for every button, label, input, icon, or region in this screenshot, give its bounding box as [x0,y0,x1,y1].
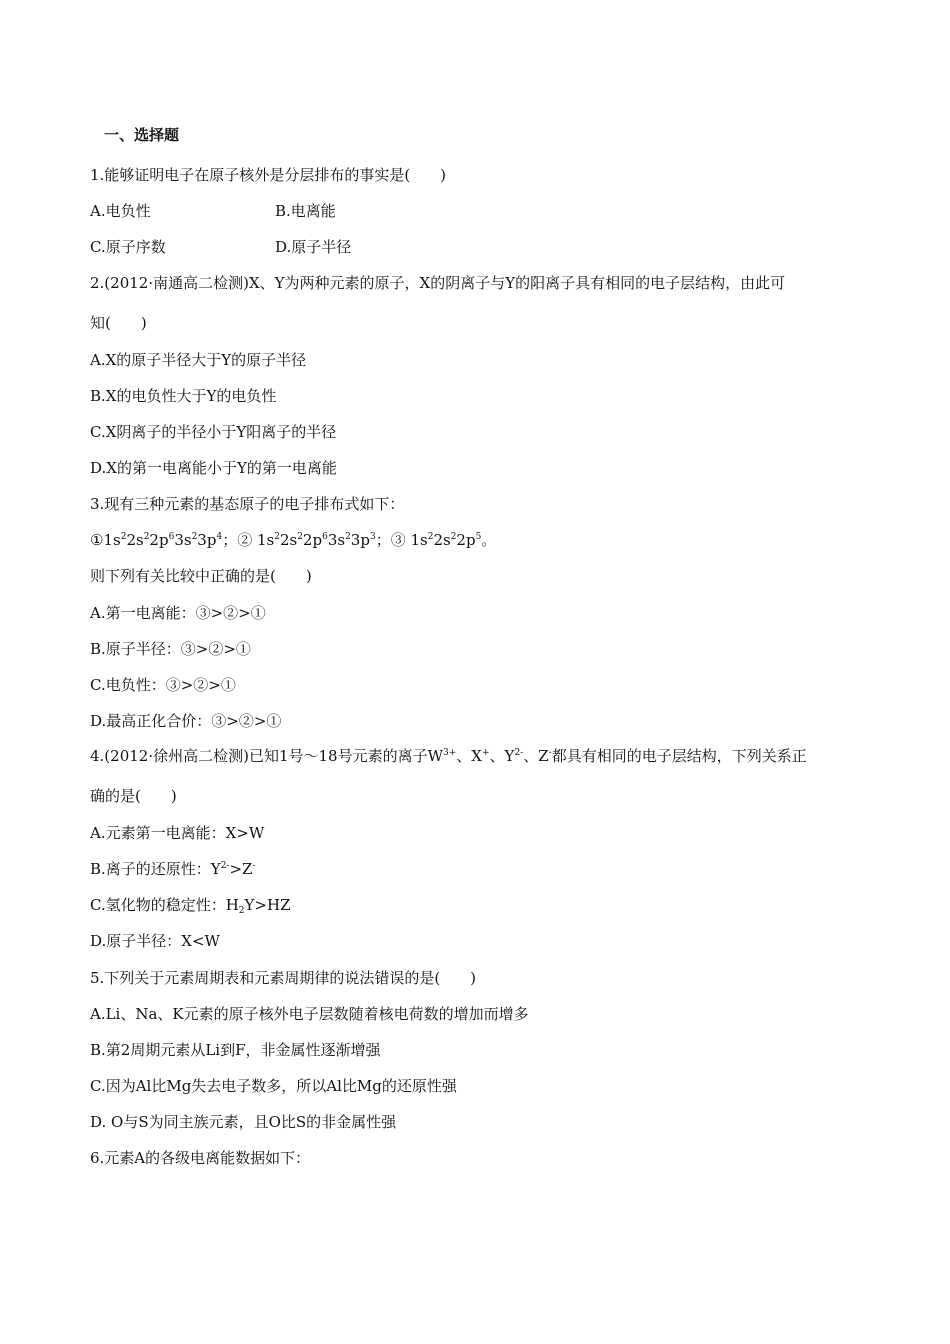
question-4-option-a: A.元素第一电离能：X>W [90,824,265,842]
question-4-stem-line-2: 确的是( ) [90,787,177,805]
question-3-option-d: D.最高正化合价：③>②>① [90,712,282,730]
question-4-option-c: C.氢化物的稳定性：$H_2Y>HZ$ [90,896,291,916]
question-2-option-d: D.X的第一电离能小于Y的第一电离能 [90,459,337,477]
section-title: 一、选择题 [104,126,180,144]
question-4-stem-line-1: 4.(2012·徐州高二检测)已知1号～18号元素的离子$W^{3+}$、X+、$Y^{2-}$、Z-都具有相同的电子层结构，下列关系正 [90,747,807,765]
question-1-option-d: D.原子半径 [275,238,352,256]
question-3-option-b: B.原子半径：③>②>① [90,640,251,658]
question-1-option-a: A.电负性 [90,202,151,220]
electron-configurations: $①1s^22s^22p^63s^23p^4$；② $1s^22s^22p^63s^23p^3$；③ $1s^22s^22p^5$。 [90,531,497,549]
question-6-stem: 6.元素A的各级电离能数据如下： [90,1149,311,1167]
question-2-option-a: A.X的原子半径大于Y的原子半径 [90,351,307,369]
question-4-option-d: D.原子半径：X<W [90,932,220,950]
question-2-option-b: B.X的电负性大于Y的电负性 [90,387,277,405]
question-5-option-c: C.因为Al比Mg失去电子数多，所以Al比Mg的还原性强 [90,1077,457,1095]
question-1-stem: 1.能够证明电子在原子核外是分层排布的事实是( ) [90,166,447,184]
question-1-option-c: C.原子序数 [90,238,166,256]
question-4-option-b: B.离子的还原性：$Y^{2-}>Z^-$ [90,860,256,878]
question-5-option-b: B.第2周期元素从Li到F，非金属性逐渐增强 [90,1041,381,1059]
question-3-stem-2: 则下列有关比较中正确的是( ) [90,567,312,585]
question-2-option-c: C.X阴离子的半径小于Y阳离子的半径 [90,423,337,441]
question-3-option-c: C.电负性：③>②>① [90,676,236,694]
question-5-option-d: D. O与S为同主族元素，且O比S的非金属性强 [90,1113,397,1131]
question-3-stem: 3.现有三种元素的基态原子的电子排布式如下： [90,495,405,513]
question-2-stem-line-2: 知( ) [90,314,147,332]
question-2-stem-line-1: 2.(2012·南通高二检测)X、Y为两种元素的原子，X的阴离子与Y的阳离子具有相同的电子层结构，由此可 [90,274,786,292]
question-5-option-a: A.Li、Na、K元素的原子核外电子层数随着核电荷数的增加而增多 [90,1005,529,1023]
question-1-option-b: B.电离能 [275,202,336,220]
question-5-stem: 5.下列关于元素周期表和元素周期律的说法错误的是( ) [90,969,477,987]
question-3-option-a: A.第一电离能：③>②>① [90,604,266,622]
